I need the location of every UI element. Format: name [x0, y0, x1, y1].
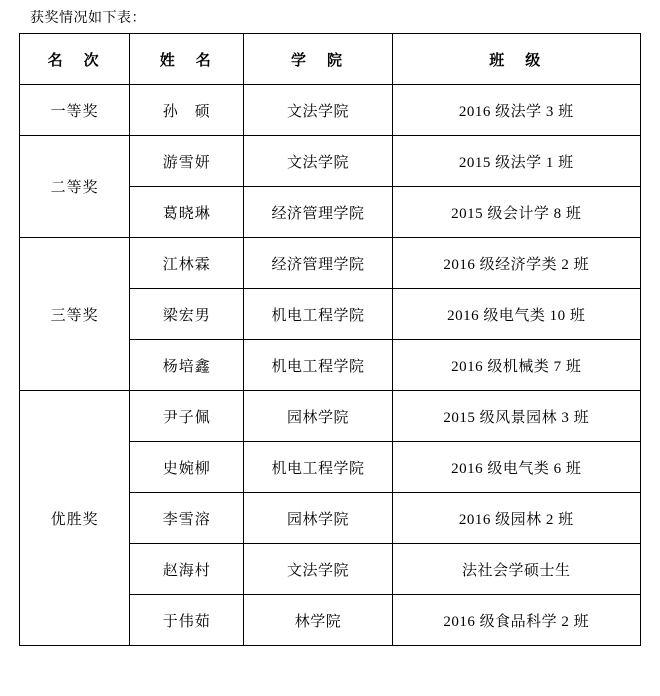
class-cell: 2016 级法学 3 班	[392, 85, 640, 136]
class-cell: 2015 级法学 1 班	[392, 136, 640, 187]
rank-cell: 优胜奖	[20, 391, 130, 646]
college-cell: 机电工程学院	[244, 340, 392, 391]
table-row	[20, 136, 641, 187]
column-header-college: 学 院	[244, 34, 392, 85]
name-cell: 于伟茹	[130, 595, 244, 646]
name-cell: 赵海村	[130, 544, 244, 595]
college-cell: 林学院	[244, 595, 392, 646]
column-header-rank: 名 次	[20, 34, 130, 85]
rank-cell: 二等奖	[20, 136, 130, 238]
college-cell: 机电工程学院	[244, 289, 392, 340]
college-cell: 园林学院	[244, 493, 392, 544]
college-cell: 园林学院	[244, 391, 392, 442]
award-table-body	[20, 34, 641, 646]
name-cell: 杨培鑫	[130, 340, 244, 391]
name-cell: 江林霖	[130, 238, 244, 289]
column-header-name: 姓 名	[130, 34, 244, 85]
college-cell: 文法学院	[244, 544, 392, 595]
award-table	[19, 33, 641, 646]
college-cell: 文法学院	[244, 136, 392, 187]
class-cell: 2016 级园林 2 班	[392, 493, 640, 544]
class-cell: 2016 级食品科学 2 班	[392, 595, 640, 646]
rank-cell: 一等奖	[20, 85, 130, 136]
table-row	[20, 238, 641, 289]
class-cell: 2015 级风景园林 3 班	[392, 391, 640, 442]
class-cell: 2016 级电气类 6 班	[392, 442, 640, 493]
college-cell: 机电工程学院	[244, 442, 392, 493]
college-cell: 文法学院	[244, 85, 392, 136]
name-cell: 游雪妍	[130, 136, 244, 187]
table-row	[20, 85, 641, 136]
college-cell: 经济管理学院	[244, 187, 392, 238]
name-cell: 梁宏男	[130, 289, 244, 340]
name-cell: 史婉柳	[130, 442, 244, 493]
class-cell: 2015 级会计学 8 班	[392, 187, 640, 238]
column-header-class: 班 级	[392, 34, 640, 85]
name-cell: 葛晓琳	[130, 187, 244, 238]
name-cell: 尹子佩	[130, 391, 244, 442]
class-cell: 法社会学硕士生	[392, 544, 640, 595]
class-cell: 2016 级经济学类 2 班	[392, 238, 640, 289]
table-header-row	[20, 34, 641, 85]
table-row	[20, 391, 641, 442]
name-cell: 孙 硕	[130, 85, 244, 136]
intro-text: 获奖情况如下表：	[30, 9, 146, 25]
college-cell: 经济管理学院	[244, 238, 392, 289]
class-cell: 2016 级机械类 7 班	[392, 340, 640, 391]
rank-cell: 三等奖	[20, 238, 130, 391]
name-cell: 李雪溶	[130, 493, 244, 544]
class-cell: 2016 级电气类 10 班	[392, 289, 640, 340]
